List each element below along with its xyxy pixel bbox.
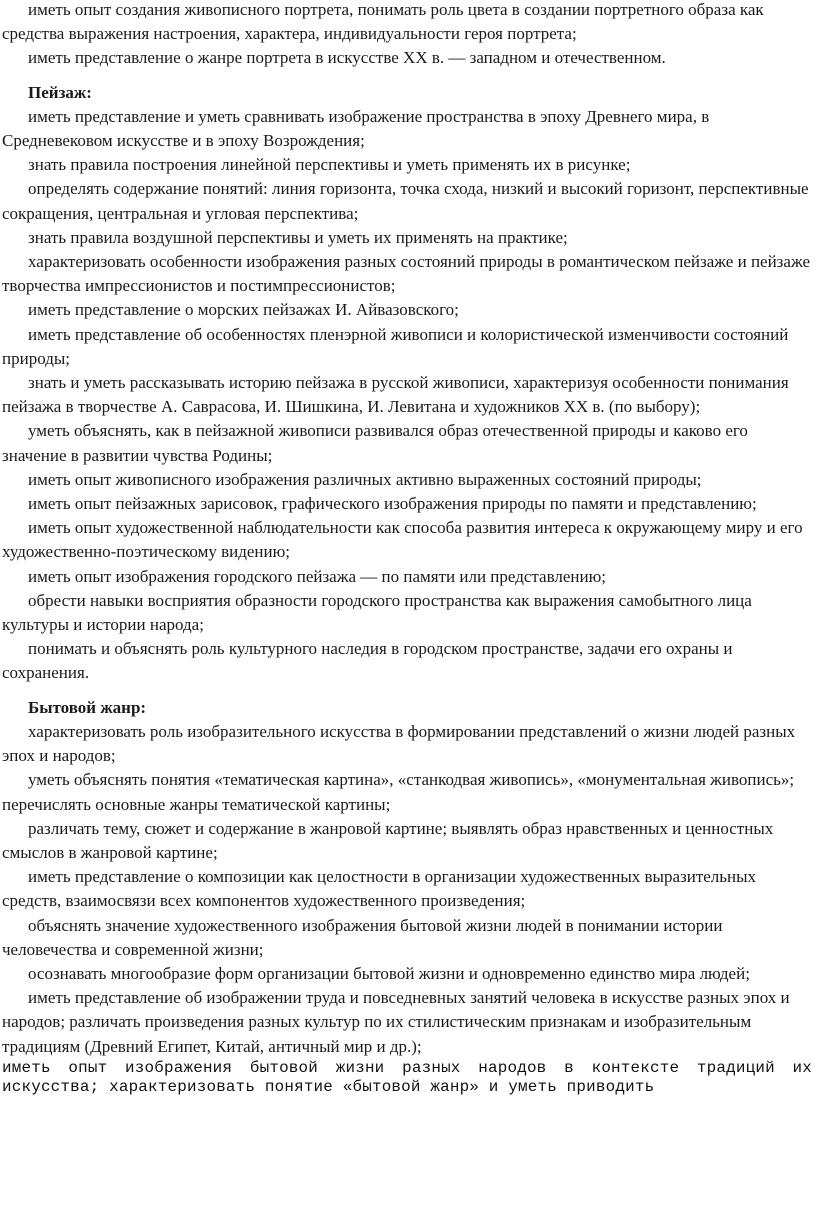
genre-item: различать тему, сюжет и содержание в жанровой картине; выявлять образ нравственных и ценностных смыслов в жанровой картине; — [2, 818, 774, 862]
portrait-section-tail — [2, 0, 812, 71]
genre-item: объяснять значение художественного изображения бытовой жизни людей в понимании истории человечества и современной жизни; — [2, 915, 723, 959]
landscape-item: определять содержание понятий: линия горизонта, точка схода, низкий и высокий горизонт, перспективные сокращения, центральная и угловая перспектива; — [2, 179, 809, 223]
genre-heading: Бытовой жанр: — [28, 697, 147, 717]
genre-item: осознавать многообразие форм организации бытовой жизни и одновременно единство мира людей; — [28, 963, 750, 983]
landscape-item: уметь объяснять, как в пейзажной живописи развивался образ отечественной природы и каково его значение в развитии чувства Родины; — [2, 421, 748, 465]
genre-item: иметь представление о композиции как целостности в организации художественных выразительных средств, взаимосвязи всех компонентов художественного произведения; — [2, 867, 757, 911]
landscape-item: иметь представление об особенностях пленэрной живописи и колористической изменчивости состояний природы; — [2, 324, 789, 368]
landscape-item: иметь представление и уметь сравнивать изображение пространства в эпоху Древнего мира, в Средневековом искусстве и в эпоху Возрождения; — [2, 106, 710, 151]
genre-item: иметь представление об изображении труда и повседневных занятий человека в искусстве разных эпох и народов; различать произведения разных культур по их стилистическим признакам и изобразительным традициям (Древний Египет, Китай, античный мир и др.); — [2, 988, 790, 1056]
landscape-section — [2, 81, 812, 686]
landscape-item: иметь представление о морских пейзажах И. Айвазовского; — [28, 300, 459, 320]
genre-item: характеризовать роль изобразительного искусства в формировании представлений о жизни людей разных эпох и народов; — [2, 721, 796, 766]
landscape-item: иметь опыт изображения городского пейзажа — по памяти или представлению; — [28, 566, 607, 586]
landscape-heading: Пейзаж: — [28, 82, 92, 102]
landscape-item: понимать и объяснять роль культурного наследия в городском пространстве, задачи его охраны и сохранения. — [2, 639, 733, 683]
landscape-item: знать правила воздушной перспективы и уметь их применять на практике; — [28, 227, 568, 247]
landscape-item: обрести навыки восприятия образности городского пространства как выражения самобытного лица культуры и истории народа; — [2, 590, 752, 635]
landscape-item: иметь опыт живописного изображения различных активно выраженных состояний природы; — [28, 469, 702, 489]
landscape-item: иметь опыт художественной наблюдательности как способа развития интереса к окружающему миру и его художественно-поэтическому видению; — [2, 518, 803, 562]
genre-item: уметь объяснять понятия «тематическая картина», «станкодвая живопись», «монументальная живопись»; перечислять основные жанры тематической картины; — [2, 770, 795, 814]
landscape-item: знать и уметь рассказывать историю пейзажа в русской живописи, характеризуя особенности понимания пейзажа в творчестве А. Саврасова, И. Шишкина, И. Левитана и художников ХХ в. (по выбору); — [2, 373, 789, 417]
landscape-item: знать правила построения линейной перспективы и уметь применять их в рисунке; — [28, 155, 631, 175]
portrait-item-1: иметь опыт создания живописного портрета, понимать роль цвета в создании портретного образа как средства выражения настроения, характера, индивидуальности героя портрета; — [2, 0, 764, 44]
genre-section — [2, 696, 812, 1059]
trailing-paragraph: иметь опыт изображения бытовой жизни разных народов в контексте традиций их искусства; характеризовать понятие «бытовой жанр» и уметь приводить — [2, 1058, 812, 1096]
landscape-item: характеризовать особенности изображения разных состояний природы в романтическом пейзаже и пейзаже творчества импрессионистов и постимпрессионистов; — [2, 252, 811, 296]
portrait-item-2: иметь представление о жанре портрета в искусстве ХХ в. — западном и отечественном. — [28, 48, 666, 68]
landscape-item: иметь опыт пейзажных зарисовок, графического изображения природы по памяти и представлению; — [28, 494, 757, 514]
